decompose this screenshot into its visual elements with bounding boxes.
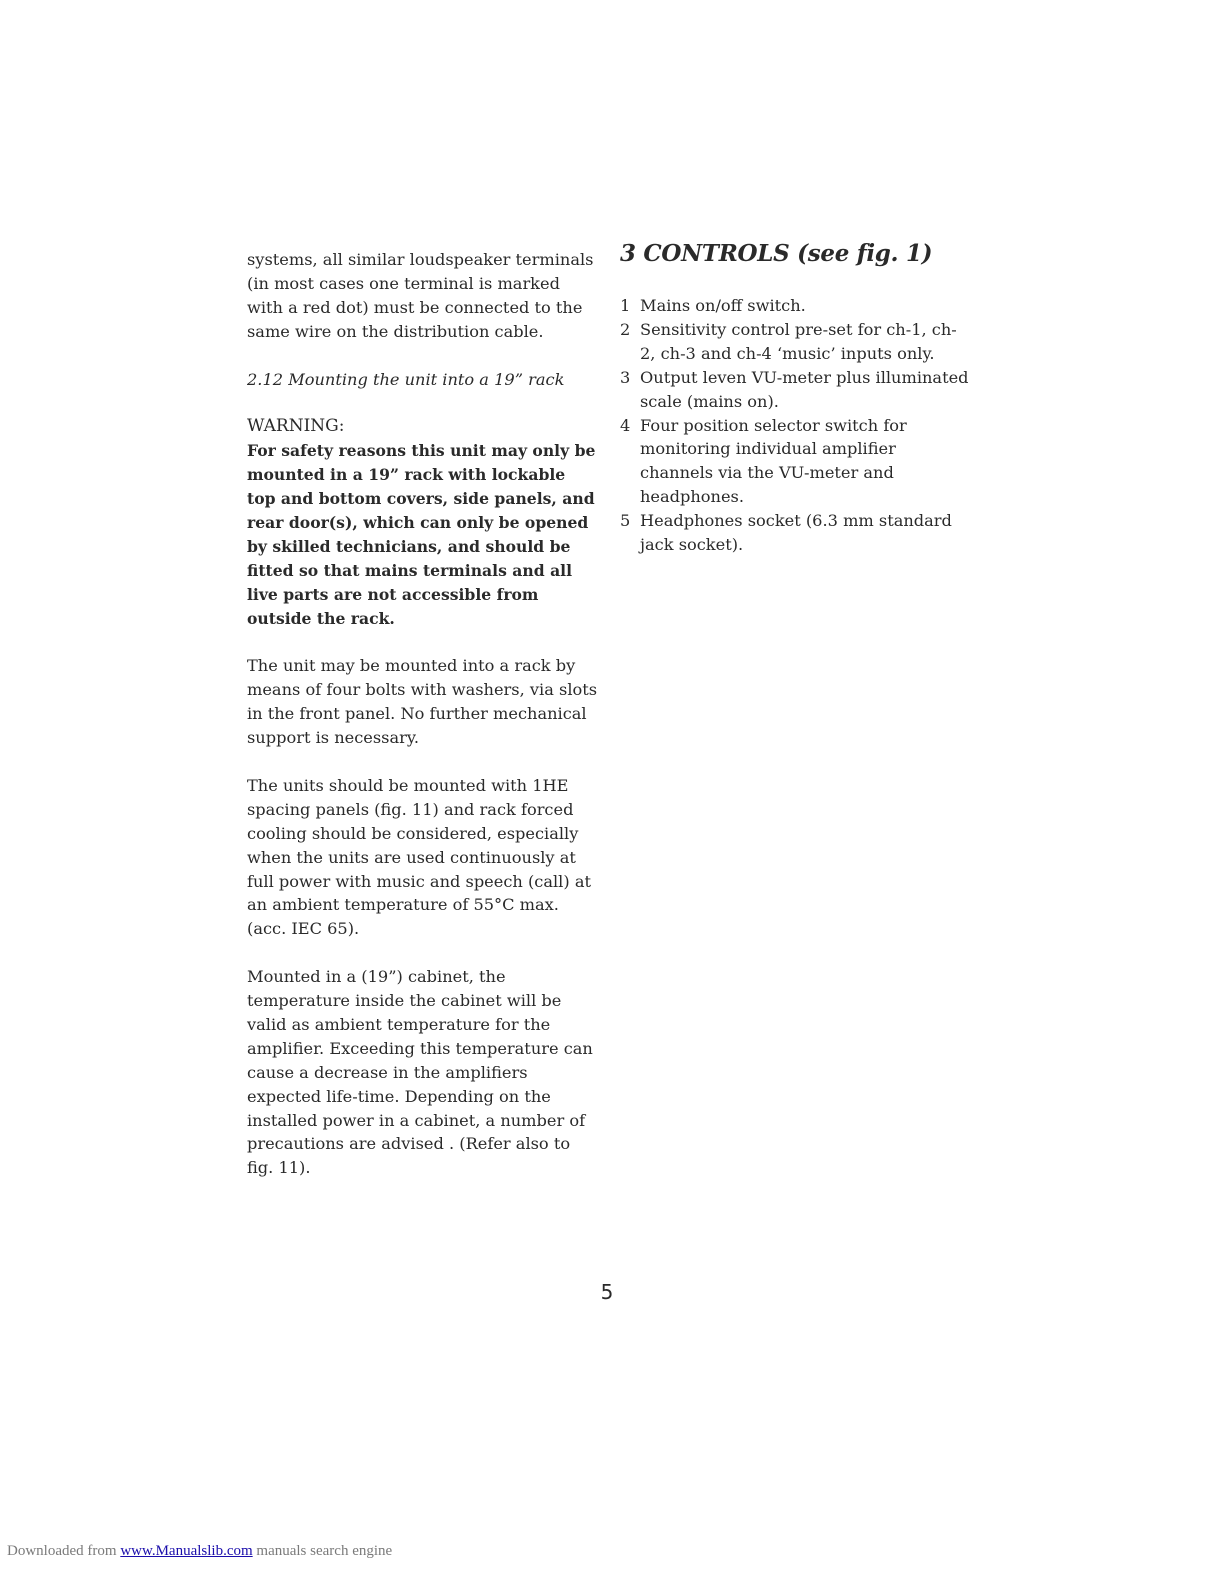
list-item xyxy=(620,414,970,510)
list-item-number: 1 xyxy=(620,296,631,315)
list-item xyxy=(620,366,970,414)
intro-paragraph: systems, all similar loudspeaker terminals (in most cases one terminal is marked with a red dot) must be connected to the same wire on the distribution cable. xyxy=(247,250,594,341)
list-item-number: 3 xyxy=(620,367,631,387)
spacing-paragraph: The units should be mounted with 1HE spacing panels (fig. 11) and rack forced cooling should be considered, especially when the units are used continuously at full power with music and speech (call) at an ambient temperature of 55°C max. (acc. IEC 65). xyxy=(247,775,591,939)
list-item xyxy=(620,509,970,557)
footer-prefix: Downloaded from xyxy=(7,1543,121,1559)
right-column xyxy=(620,240,970,557)
left-column xyxy=(247,248,599,1204)
controls-list xyxy=(620,294,970,557)
list-item-text: Sensitivity control pre-set for ch-1, ch-2, ch-3 and ch-4 ‘music’ inputs only. xyxy=(640,319,957,363)
section-subheading: 2.12 Mounting the unit into a 19” rack xyxy=(247,369,565,389)
list-item-number: 5 xyxy=(620,511,631,531)
footer-suffix: manuals search engine xyxy=(252,1543,393,1559)
list-item xyxy=(620,294,970,318)
list-item-text: Four position selector switch for monitoring individual amplifier channels via the VU-meter and headphones. xyxy=(640,415,907,507)
page-number: 5 xyxy=(600,1280,614,1304)
warning-text: For safety reasons this unit may only be mounted in a 19” rack with lockable top and bottom covers, side panels, and rear door(s), which can only be opened by skilled technicians, and should be fitted so that mains terminals and all live parts are not accessible from outside the rack. xyxy=(247,441,596,628)
download-footer xyxy=(7,1543,392,1560)
list-item-number: 4 xyxy=(620,415,631,435)
section-title: 3 CONTROLS (see fig. 1) xyxy=(620,240,933,267)
list-item-text: Mains on/off switch. xyxy=(640,296,806,315)
mounting-paragraph: The unit may be mounted into a rack by means of four bolts with washers, via slots in the front panel. No further mechanical support is necessary. xyxy=(247,656,598,748)
list-item-text: Output leven VU-meter plus illuminated scale (mains on). xyxy=(640,367,969,411)
warning-label: WARNING: xyxy=(247,416,345,437)
list-item-number: 2 xyxy=(620,319,631,339)
list-item-text: Headphones socket (6.3 mm standard jack socket). xyxy=(640,511,952,555)
manualslib-link[interactable]: www.Manualslib.com xyxy=(120,1543,253,1559)
list-item xyxy=(620,318,970,366)
cabinet-paragraph: Mounted in a (19”) cabinet, the temperature inside the cabinet will be valid as ambient temperature for the amplifier. Exceeding this temperature can cause a decrease in the amplifiers expected life-time. Depending on the installed power in a cabinet, a number of precautions are advised . (Refer also to fig. 11). xyxy=(247,967,593,1178)
